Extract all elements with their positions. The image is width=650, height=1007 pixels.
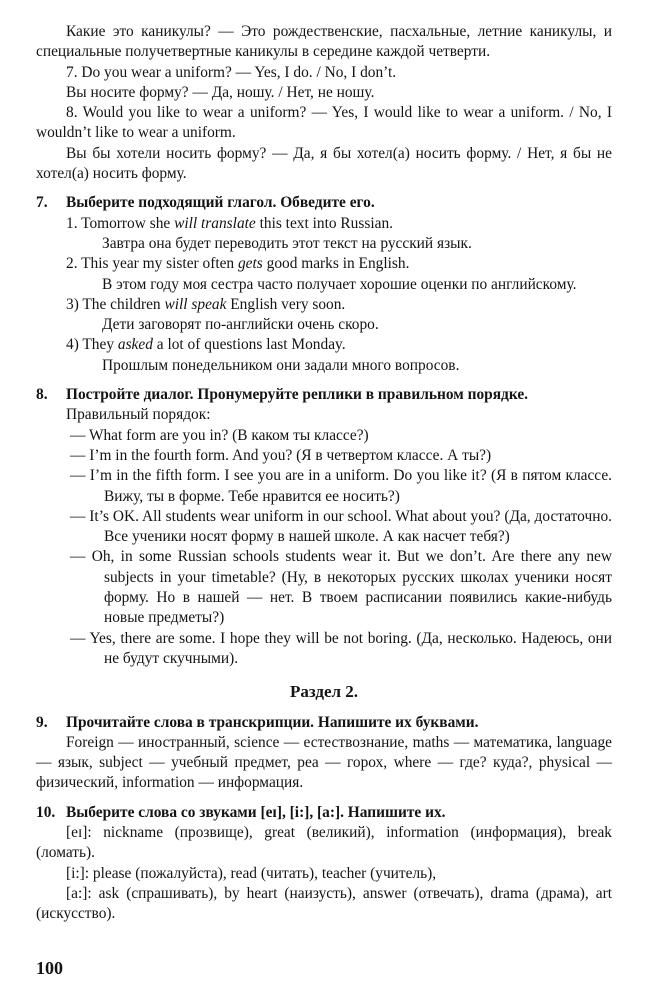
item-verb: will speak — [164, 295, 227, 313]
intro-paragraph: Какие это каникулы? — Это рождественские, пасхальные, летние каникулы, и специальные получетвертные каникулы в середине каждой четверти. — [36, 23, 612, 61]
dialogue-line-2: — I’m in the fourth form. And you? (Я в четвертом классе. А ты?) — [70, 446, 492, 464]
exercise-7-item-3 — [36, 295, 612, 336]
item-text: 4) They — [66, 336, 118, 354]
exercise-10-heading — [36, 803, 612, 823]
exercise-8-number: 8. — [36, 386, 48, 404]
item-translation: Дети заговорят по-английски очень скоро. — [102, 316, 379, 334]
item-verb: will translate — [174, 214, 256, 232]
exercise-7-item-1 — [36, 214, 612, 255]
exercise-8-subtitle: Правильный порядок: — [66, 406, 211, 424]
question-7-english: 7. Do you wear a uniform? — Yes, I do. / No, I don’t. — [66, 63, 397, 81]
item-translation: В этом году моя сестра часто получает хорошие оценки по английскому. — [102, 275, 577, 293]
item-text: this text into Russian. — [255, 214, 393, 232]
item-text: a lot of questions last Monday. — [152, 336, 346, 354]
exercise-7-title: Выберите подходящий глагол. Обведите его. — [66, 194, 375, 212]
question-8-russian: Вы бы хотели носить форму? — Да, я бы хотел(а) носить форму. / Нет, я бы не хотел(а) носить форму. — [36, 144, 612, 183]
exercise-8-title: Постройте диалог. Пронумеруйте реплики в правильном порядке. — [66, 386, 529, 404]
item-verb: gets — [237, 255, 263, 273]
page-number: 100 — [36, 958, 63, 978]
dialogue-line-5: — Oh, in some Russian schools students wear it. But we don’t. Are there any new subjects in your timetable? (Ну, в некоторых русских школах ученики носят форму. Но в нашей — нет. В твоем расписании появились какие-нибудь новые предметы?) — [70, 548, 612, 627]
exercise-8-heading — [36, 385, 612, 405]
item-text: 1. Tomorrow she — [66, 214, 175, 232]
exercise-9-number: 9. — [36, 713, 48, 731]
exercise-10-line-1: [eɪ]: nickname (прозвище), great (великий), information (информация), break (ломать). — [36, 823, 612, 862]
exercise-7-number: 7. — [36, 194, 48, 212]
question-8-english: 8. Would you like to wear a uniform? — Yes, I would like to wear a uniform. / No, I wouldn’t like to wear a uniform. — [36, 104, 612, 142]
exercise-9-text: Foreign — иностранный, science — естествознание, maths — математика, language — язык, subject — учебный предмет, pea — горох, where — где? куда?, physical — физический, information — информация. — [36, 733, 612, 792]
dialogue-line-3: — I’m in the fifth form. I see you are in a uniform. Do you like it? (Я в пятом классе. Вижу, ты в форме. Тебе нравится ее носить?) — [70, 467, 612, 505]
exercise-7-heading — [36, 193, 612, 213]
item-text: 3) The children — [66, 295, 165, 313]
item-text: 2. This year my sister often — [66, 255, 238, 273]
exercise-9-title: Прочитайте слова в транскрипции. Напишите их буквами. — [66, 713, 479, 731]
item-translation: Завтра она будет переводить этот текст на русский язык. — [102, 234, 472, 252]
exercise-10-number: 10. — [36, 803, 56, 821]
item-verb: asked — [117, 336, 153, 354]
section-title: Раздел 2. — [289, 682, 359, 702]
exercise-10-line-3: [a:]: ask (спрашивать), by heart (наизусть), answer (отвечать), drama (драма), art (искусство). — [36, 884, 612, 923]
exercise-7-item-2 — [36, 254, 612, 295]
exercise-7-item-4 — [36, 335, 612, 376]
item-text: English very soon. — [226, 295, 346, 313]
dialogue-line-6: — Yes, there are some. I hope they will be not boring. (Да, несколько. Надеюсь, они не будут скучными). — [70, 629, 612, 667]
exercise-10-title: Выберите слова со звуками [eɪ], [i:], [a:]. Напишите их. — [66, 803, 446, 821]
exercise-9-heading — [36, 713, 612, 733]
dialogue-line-1: — What form are you in? (В каком ты классе?) — [70, 426, 369, 444]
question-7-russian: Вы носите форму? — Да, ношу. / Нет, не ношу. — [66, 83, 375, 101]
dialogue-line-4: — It’s OK. All students wear uniform in our school. What about you? (Да, достаточно. Все ученики носят форму в нашей школе. А как насчет тебя?) — [70, 507, 612, 546]
item-text: good marks in English. — [262, 255, 410, 273]
item-translation: Прошлым понедельником они задали много вопросов. — [102, 356, 460, 374]
exercise-10-line-2: [i:]: please (пожалуйста), read (читать), teacher (учитель), — [66, 864, 437, 882]
